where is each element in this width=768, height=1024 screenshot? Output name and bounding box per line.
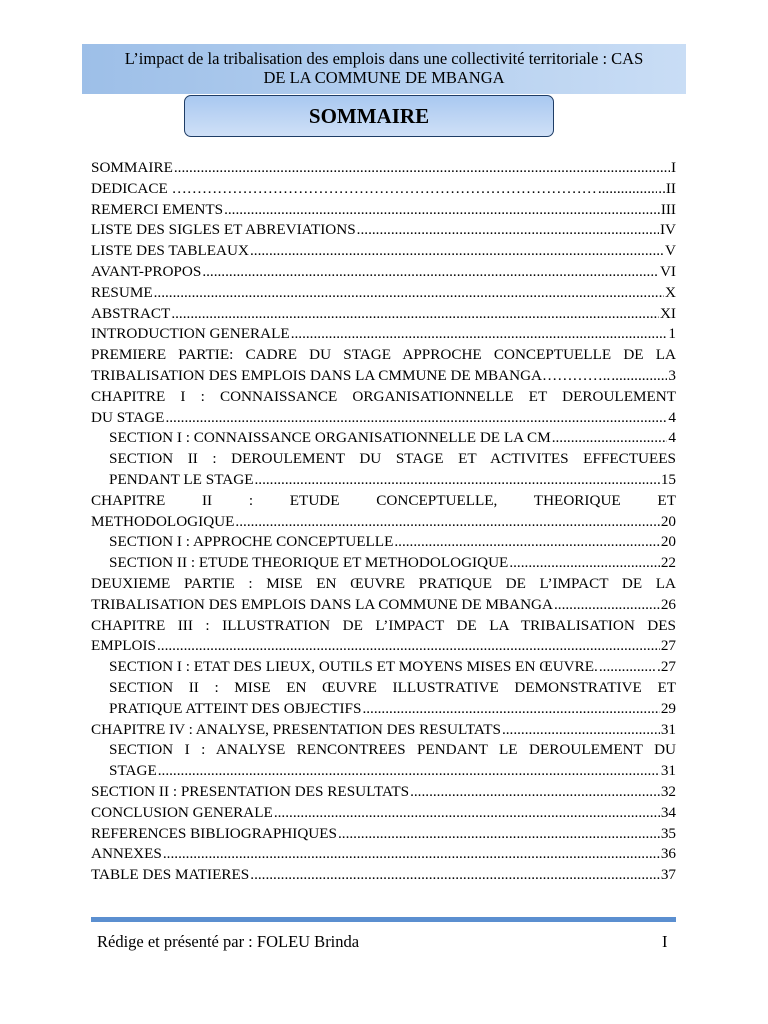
toc-entry-last-line: [91, 865, 676, 886]
toc-entry: [91, 574, 676, 616]
toc-entry-title: TABLE DES MATIERES: [91, 866, 250, 884]
toc-entry-title: SECTION I : ETAT DES LIEUX, OUTILS ET MOYENS MISES EN ŒUVRE.: [109, 658, 598, 676]
toc-entry: [109, 553, 676, 574]
dot-leader: [338, 824, 660, 845]
toc-entry-last-line: [91, 179, 676, 200]
toc-entry-title: SECTION II : PRESENTATION DES RESULTATS: [91, 782, 410, 800]
toc-entry-last-line: [91, 720, 676, 741]
toc-entry: [91, 241, 676, 262]
toc-entry-page-number: 27: [660, 637, 676, 655]
toc-entry-title: SOMMAIRE: [91, 159, 173, 176]
table-of-contents: [91, 158, 676, 886]
toc-entry-page-number: 32: [660, 782, 676, 800]
toc-entry-page-number: 31: [660, 762, 676, 780]
toc-entry-text-line: SECTION II : MISE EN ŒUVRE ILLUSTRATIVE DEMONSTRATIVE ET: [109, 678, 676, 696]
toc-entry-last-line: [91, 512, 676, 533]
toc-entry: [91, 345, 676, 387]
toc-entry-title: SECTION II : ETUDE THEORIQUE ET METHODOLOGIQUE: [109, 554, 509, 572]
toc-entry-title: PENDANT LE STAGE: [109, 470, 254, 488]
toc-entry-page-number: 35: [660, 824, 676, 842]
dot-leader: [552, 428, 668, 449]
toc-entry-text-line: SECTION I : ANALYSE RENCONTREES PENDANT LE DEROULEMENT DU: [109, 741, 676, 759]
toc-entry: [91, 324, 676, 345]
toc-entry: [91, 283, 676, 304]
toc-entry-page-number: V: [665, 242, 676, 260]
toc-entry-title: REFERENCES BIBLIOGRAPHIQUES: [91, 824, 337, 842]
toc-entry-text-line: CHAPITRE II : ETUDE CONCEPTUELLE, THEORIQUE ET: [91, 491, 676, 509]
toc-entry-title: ABSTRACT: [91, 304, 171, 322]
toc-entry-page-number: X: [665, 283, 676, 301]
toc-entry: [91, 200, 676, 221]
toc-entry-last-line: [91, 595, 676, 616]
toc-entry-title: SECTION I : APPROCHE CONCEPTUELLE: [109, 533, 394, 551]
toc-entry-page-number: VI: [659, 262, 676, 280]
dot-leader: [235, 512, 659, 533]
toc-entry: [91, 304, 676, 325]
toc-entry: [91, 782, 676, 803]
toc-entry-last-line: [91, 824, 676, 845]
toc-entry: [91, 824, 676, 845]
toc-entry-page-number: 31: [660, 720, 676, 738]
toc-entry-page-number: 4: [668, 429, 676, 447]
toc-entry-text-line: CHAPITRE III : ILLUSTRATION DE L’IMPACT DE LA TRIBALISATION DES: [91, 616, 676, 634]
toc-entry-last-line: [91, 241, 676, 262]
dot-leader: [165, 408, 667, 429]
document-header: [82, 44, 686, 94]
toc-entry-last-line: [109, 428, 676, 449]
toc-entry-page-number: 22: [660, 554, 676, 572]
dot-leader: [274, 803, 660, 824]
dot-leader: [599, 657, 656, 678]
toc-entry-last-line: [91, 283, 676, 304]
toc-entry-title: STAGE: [109, 762, 157, 780]
toc-entry-title: TRIBALISATION DES EMPLOIS DANS LA CMMUNE DE MBANGA…………..: [91, 366, 611, 384]
toc-entry-title: DU STAGE: [91, 408, 165, 426]
dot-leader: [357, 220, 659, 241]
footer-page-number: I: [662, 932, 668, 951]
dot-leader: [394, 532, 659, 553]
toc-entry-last-line: [91, 636, 676, 657]
toc-entry: [91, 158, 676, 179]
toc-entry-last-line: [91, 200, 676, 221]
dot-leader: [224, 200, 660, 221]
toc-entry-page-number: III: [660, 200, 676, 218]
toc-entry: [91, 720, 676, 741]
toc-entry-text-line: CHAPITRE I : CONNAISSANCE ORGANISATIONNELLE ET DEROULEMENT: [91, 387, 676, 405]
toc-entry-title: CHAPITRE IV : ANALYSE, PRESENTATION DES RESULTATS: [91, 720, 501, 738]
toc-entry-title: CONCLUSION GENERALE: [91, 803, 273, 821]
toc-entry-page-number: 26: [660, 595, 676, 613]
toc-entry-page-number: 1: [668, 325, 676, 343]
toc-entry: [91, 844, 676, 865]
toc-entry-title: ANNEXES: [91, 845, 162, 863]
toc-entry-page-number: .27: [657, 658, 676, 676]
toc-entry-text-line: PREMIERE PARTIE: CADRE DU STAGE APPROCHE CONCEPTUELLE DE LA: [91, 346, 676, 364]
toc-entry-last-line: [91, 782, 676, 803]
toc-entry-page-number: 20: [660, 512, 676, 530]
toc-entry: [109, 532, 676, 553]
dot-leader: [250, 865, 660, 886]
toc-entry-last-line: [109, 657, 676, 678]
footer-author: Rédige et présenté par : FOLEU Brinda: [97, 932, 360, 951]
toc-entry-page-number: 20: [660, 533, 676, 551]
toc-entry-page-number: 34: [660, 803, 676, 821]
toc-entry-title: LISTE DES SIGLES ET ABREVIATIONS: [91, 221, 356, 239]
toc-entry-last-line: [91, 366, 676, 387]
header-title-line-2: DE LA COMMUNE DE MBANGA: [263, 68, 505, 87]
toc-entry-last-line: [91, 158, 676, 179]
toc-entry-page-number: XI: [659, 304, 676, 322]
toc-entry-page-number: 37: [660, 866, 676, 884]
toc-entry: [91, 262, 676, 283]
footer-divider: [91, 917, 676, 922]
toc-entry-last-line: [91, 220, 676, 241]
toc-entry-page-number: 3: [668, 366, 676, 384]
dot-leader: [157, 636, 660, 657]
toc-entry-title: DEDICACE …………………………………………………………………………: [91, 179, 597, 197]
toc-entry-last-line: [109, 532, 676, 553]
toc-entry: [109, 740, 676, 782]
sommaire-title: SOMMAIRE: [308, 104, 430, 128]
toc-entry-last-line: [91, 324, 676, 345]
toc-entry-title: REMERCI EMENTS: [91, 200, 224, 218]
dot-leader: [598, 179, 657, 200]
toc-entry: [91, 220, 676, 241]
toc-entry-page-number: 29: [660, 699, 676, 717]
dot-leader: [154, 283, 664, 304]
toc-entry: [91, 387, 676, 429]
dot-leader: [250, 241, 664, 262]
header-title-line-1: L’impact de la tribalisation des emplois dans une collectivité territoriale : CAS: [124, 49, 644, 68]
toc-entry-last-line: [91, 844, 676, 865]
toc-entry-text-line: SECTION II : DEROULEMENT DU STAGE ET ACTIVITES EFFECTUEES: [109, 450, 676, 468]
dot-leader: [291, 324, 668, 345]
toc-entry-title: EMPLOIS: [91, 637, 156, 655]
toc-entry: [109, 449, 676, 491]
dot-leader: [171, 304, 659, 325]
toc-entry: [91, 491, 676, 533]
toc-entry-text-line: DEUXIEME PARTIE : MISE EN ŒUVRE PRATIQUE DE L’IMPACT DE LA: [91, 574, 676, 592]
toc-entry-last-line: [109, 761, 676, 782]
toc-entry-page-number: 15: [660, 470, 676, 488]
toc-entry-last-line: [91, 304, 676, 325]
dot-leader: [554, 595, 660, 616]
toc-entry-last-line: [109, 699, 676, 720]
dot-leader: [502, 720, 660, 741]
toc-entry-title: METHODOLOGIQUE: [91, 512, 235, 530]
toc-entry-title: RESUME: [91, 283, 153, 301]
toc-entry-page-number: I: [670, 159, 676, 176]
toc-entry-last-line: [91, 262, 676, 283]
toc-entry-page-number: IV: [659, 221, 676, 239]
dot-leader: [509, 553, 659, 574]
toc-entry-title: SECTION I : CONNAISSANCE ORGANISATIONNELLE DE LA CM: [109, 429, 551, 447]
toc-entry: [109, 428, 676, 449]
dot-leader: [410, 782, 660, 803]
toc-entry-page-number: 36: [660, 845, 676, 863]
toc-entry: [91, 803, 676, 824]
toc-entry-page-number: 4: [668, 408, 676, 426]
toc-entry: [91, 179, 676, 200]
toc-entry-last-line: [91, 803, 676, 824]
toc-entry-title: PRATIQUE ATTEINT DES OBJECTIFS: [109, 699, 362, 717]
dot-leader: [202, 262, 659, 283]
toc-entry-title: INTRODUCTION GENERALE: [91, 325, 290, 343]
toc-entry-title: TRIBALISATION DES EMPLOIS DANS LA COMMUNE DE MBANGA: [91, 595, 553, 613]
toc-entry-title: AVANT-PROPOS: [91, 262, 202, 280]
dot-leader: [174, 158, 670, 179]
sommaire-title-box: [184, 95, 554, 137]
toc-entry: [91, 616, 676, 658]
toc-entry-last-line: [91, 408, 676, 429]
toc-entry-last-line: [109, 470, 676, 491]
dot-leader: [611, 366, 667, 387]
toc-entry: [109, 657, 676, 678]
dot-leader: [362, 699, 659, 720]
toc-entry: [91, 865, 676, 886]
toc-entry: [109, 678, 676, 720]
dot-leader: [158, 761, 660, 782]
toc-entry-last-line: [109, 553, 676, 574]
dot-leader: [163, 844, 660, 865]
toc-entry-page-number: ..II: [658, 179, 676, 197]
toc-entry-title: LISTE DES TABLEAUX: [91, 242, 249, 260]
dot-leader: [254, 470, 659, 491]
